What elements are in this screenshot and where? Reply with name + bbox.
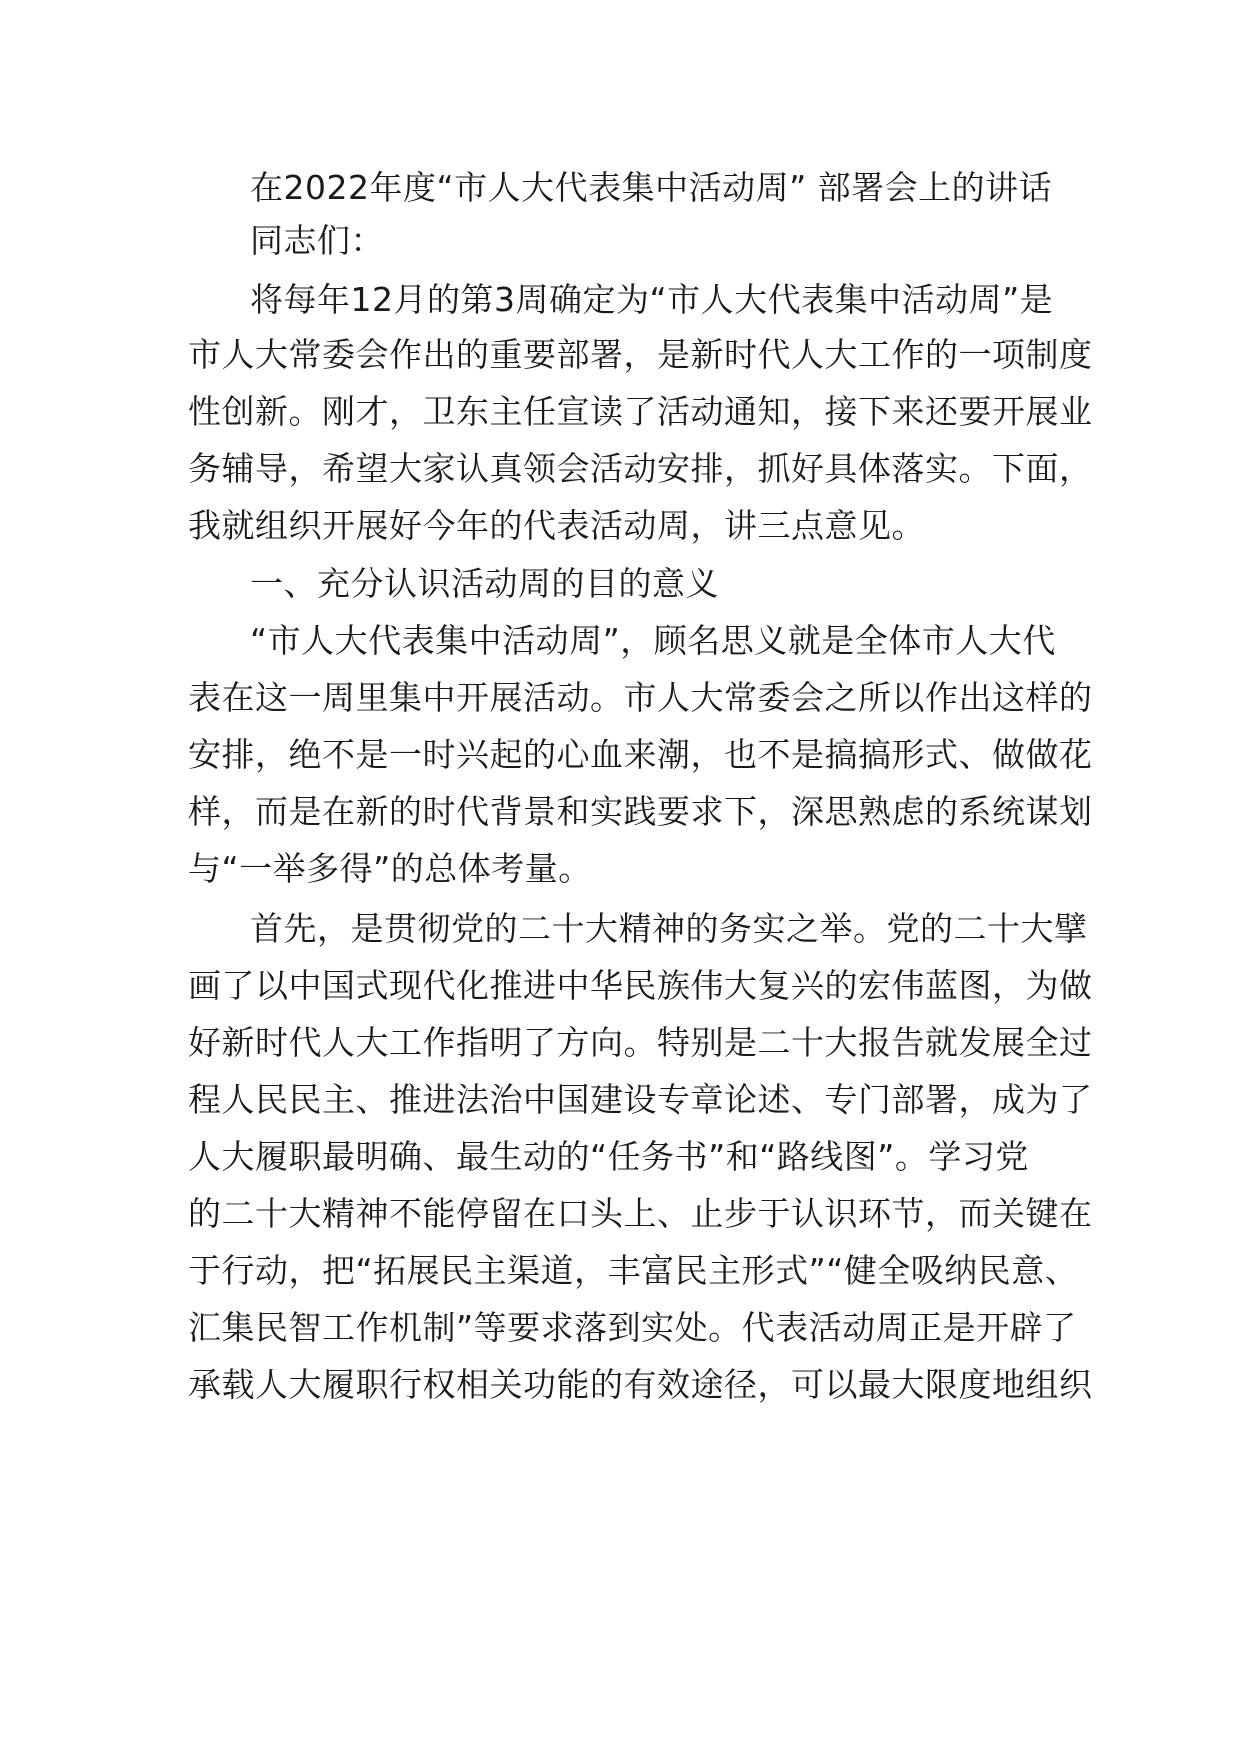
text-line: 首先，是贯彻党的二十大精神的务实之举。党的二十大擘 [250, 909, 1088, 948]
text-line: 人大履职最明确、最生动的“任务书”和“路线图”。学习党 [188, 1137, 1029, 1176]
text-line: 汇集民智工作机制”等要求落到实处。代表活动周正是开辟了 [188, 1308, 1077, 1347]
text-line: 画了以中国式现代化推进中华民族伟大复兴的宏伟蓝图，为做 [188, 966, 1093, 1005]
text-line: 我就组织开展好今年的代表活动周，讲三点意见。 [188, 506, 925, 545]
text-line: 程人民民主、推进法治中国建设专章论述、专门部署，成为了 [188, 1080, 1093, 1119]
text-line: 与“一举多得”的总体考量。 [188, 849, 592, 888]
text-line: 承载人大履职行权相关功能的有效途径，可以最大限度地组织 [188, 1365, 1093, 1404]
speech-title: 在2022年度“市人大代表集中活动周” 部署会上的讲话 [250, 168, 1053, 207]
text-line: 市人大常委会作出的重要部署，是新时代人大工作的一项制度 [188, 335, 1093, 374]
text-line: 务辅导，希望大家认真领会活动安排，抓好具体落实。下面， [188, 449, 1093, 488]
salutation: 同志们： [250, 221, 384, 260]
text-line: 安排，绝不是一时兴起的心血来潮，也不是搞搞形式、做做花 [188, 735, 1093, 774]
text-line: 于行动，把“拓展民主渠道，丰富民主形式”“健全吸纳民意、 [188, 1251, 1079, 1290]
text-line: 样，而是在新的时代背景和实践要求下，深思熟虑的系统谋划 [188, 792, 1093, 831]
text-line: 好新时代人大工作指明了方向。特别是二十大报告就发展全过 [188, 1023, 1093, 1062]
text-line: 性创新。刚才，卫东主任宣读了活动通知，接下来还要开展业 [188, 392, 1093, 431]
text-line: “市人大代表集中活动周”，顾名思义就是全体市人大代 [250, 621, 1056, 660]
text-line: 表在这一周里集中开展活动。市人大常委会之所以作出这样的 [188, 678, 1093, 717]
section-heading: 一、充分认识活动周的目的意义 [250, 564, 719, 603]
text-line: 将每年12月的第3周确定为“市人大代表集中活动周”是 [250, 280, 1054, 319]
text-line: 的二十大精神不能停留在口头上、止步于认识环节，而关键在 [188, 1194, 1093, 1233]
